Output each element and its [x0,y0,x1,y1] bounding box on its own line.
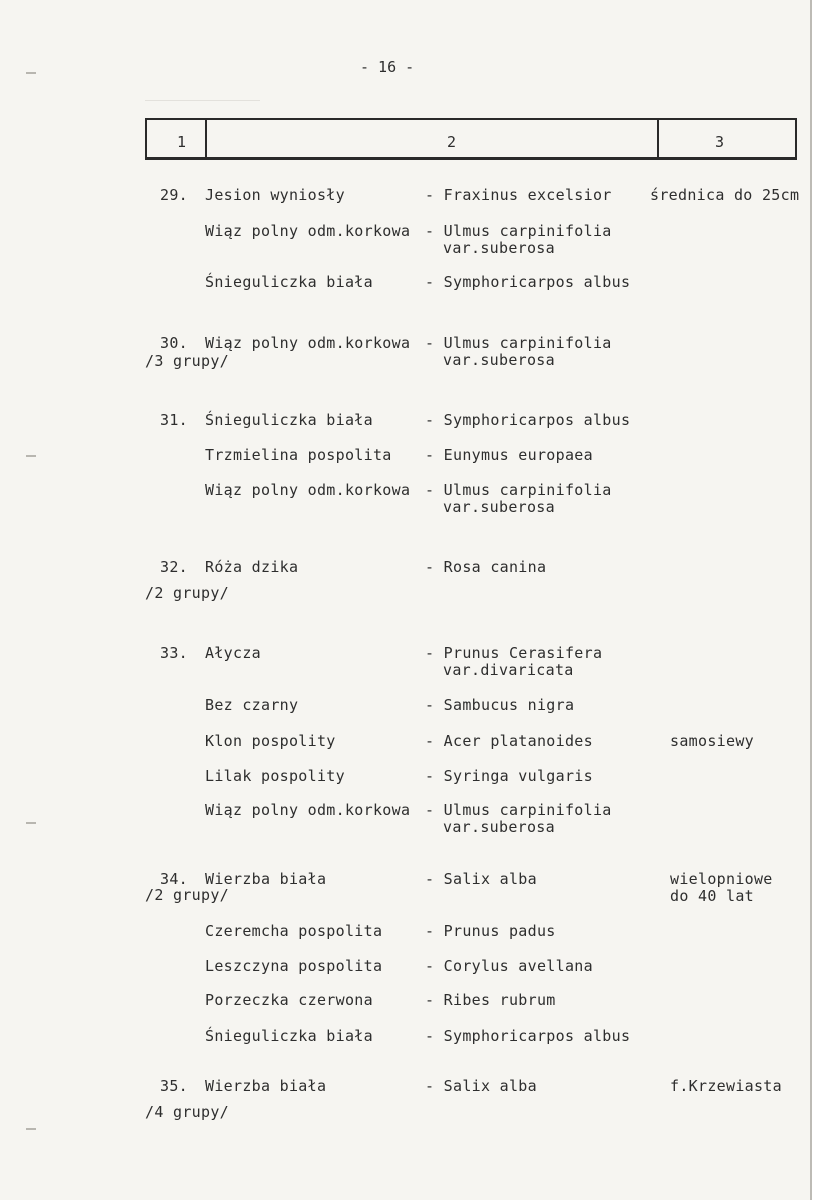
polish-name: Jesion wyniosły [205,186,345,204]
margin-mark [26,455,36,457]
polish-name: Czeremcha pospolita [205,922,383,940]
latin-variety: var.suberosa [443,498,555,516]
polish-name: Wiąz polny odm.korkowa [205,222,411,240]
latin-variety: var.divaricata [443,661,574,679]
page-number: - 16 - [360,58,415,76]
remarks: wielopniowe [670,870,773,888]
polish-name: Śnieguliczka biała [205,273,373,291]
latin-name: - Sambucus nigra [425,696,575,714]
remarks: f.Krzewiasta [670,1077,782,1095]
polish-name: Śnieguliczka biała [205,1027,373,1045]
latin-name: - Prunus Cerasifera [425,644,603,662]
latin-variety: var.suberosa [443,239,555,257]
polish-name: Wierzba biała [205,870,327,888]
column-divider [205,120,207,157]
column-divider [657,120,659,157]
polish-name: Wiąz polny odm.korkowa [205,334,411,352]
column-header-1: 1 [177,133,187,151]
entry-number: 35. [160,1077,188,1095]
group-count: /2 grupy/ [145,584,229,602]
group-count: /3 grupy/ [145,352,229,370]
latin-name: - Prunus padus [425,922,556,940]
polish-name: Lilak pospolity [205,767,345,785]
polish-name: Śnieguliczka biała [205,411,373,429]
latin-name: - Corylus avellana [425,957,593,975]
latin-name: - Ulmus carpinifolia [425,801,612,819]
latin-name: - Ulmus carpinifolia [425,222,612,240]
latin-name: - Ribes rubrum [425,991,556,1009]
remarks-cont: do 40 lat [670,887,754,905]
polish-name: Wiąz polny odm.korkowa [205,801,411,819]
column-header-3: 3 [715,133,725,151]
polish-name: Leszczyna pospolita [205,957,383,975]
latin-variety: var.suberosa [443,818,555,836]
entry-number: 30. [160,334,188,352]
entry-number: 32. [160,558,188,576]
faint-rule [145,100,260,101]
latin-name: - Salix alba [425,1077,537,1095]
polish-name: Róża dzika [205,558,299,576]
latin-name: - Fraxinus excelsior [425,186,612,204]
column-header-table [145,118,797,160]
margin-mark [26,1128,36,1130]
entry-number: 31. [160,411,188,429]
margin-mark [26,72,36,74]
remarks: średnica do 25cm [650,186,800,204]
margin-mark [26,822,36,824]
group-count: /2 grupy/ [145,886,229,904]
polish-name: Wiąz polny odm.korkowa [205,481,411,499]
polish-name: Porzeczka czerwona [205,991,373,1009]
latin-variety: var.suberosa [443,351,555,369]
latin-name: - Salix alba [425,870,537,888]
latin-name: - Symphoricarpos albus [425,411,631,429]
latin-name: - Acer platanoides [425,732,593,750]
latin-name: - Eunymus europaea [425,446,593,464]
polish-name: Klon pospolity [205,732,336,750]
entry-number: 34. [160,870,188,888]
polish-name: Trzmielina pospolita [205,446,392,464]
entry-number: 33. [160,644,188,662]
latin-name: - Syringa vulgaris [425,767,593,785]
latin-name: - Symphoricarpos albus [425,273,631,291]
polish-name: Bez czarny [205,696,299,714]
entry-number: 29. [160,186,188,204]
polish-name: Ałycza [205,644,261,662]
latin-name: - Rosa canina [425,558,547,576]
latin-name: - Symphoricarpos albus [425,1027,631,1045]
latin-name: - Ulmus carpinifolia [425,334,612,352]
group-count: /4 grupy/ [145,1103,229,1121]
remarks: samosiewy [670,732,754,750]
latin-name: - Ulmus carpinifolia [425,481,612,499]
polish-name: Wierzba biała [205,1077,327,1095]
column-header-2: 2 [447,133,457,151]
